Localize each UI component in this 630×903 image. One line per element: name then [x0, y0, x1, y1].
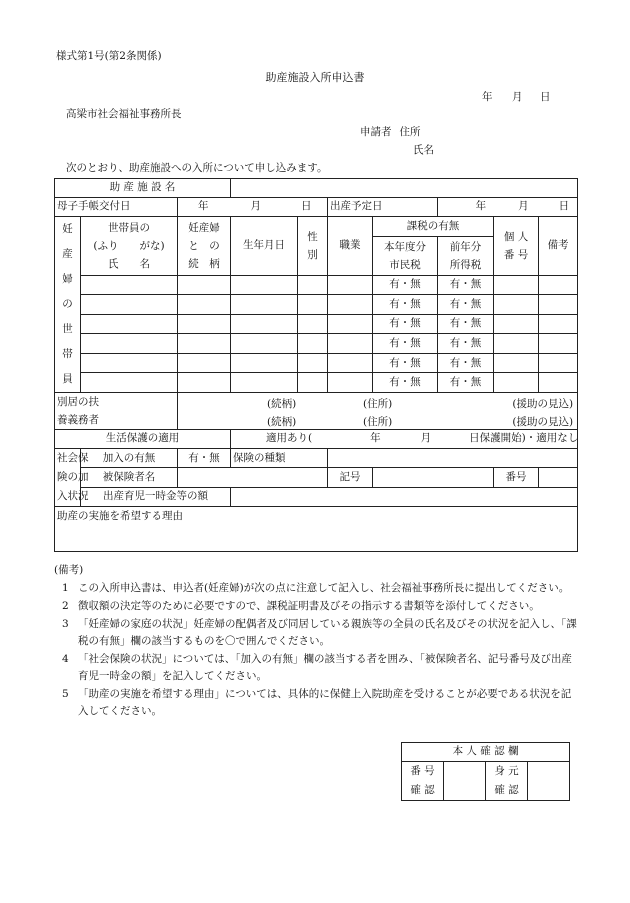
city-tax-choice[interactable]: 有・無 — [373, 314, 438, 334]
member-number-cell[interactable] — [494, 314, 539, 334]
col-member-line1: 世帯員の — [108, 221, 150, 234]
address-label: 住所 — [399, 126, 421, 138]
table-row — [55, 314, 578, 334]
col-tax-city — [373, 236, 438, 275]
separate-dependent-label — [55, 393, 178, 430]
col-tax-city-line1: 本年度分 — [384, 240, 427, 253]
confirm-title: 本 人 確 認 欄 — [402, 743, 570, 762]
number-check-line1: 番 号 — [410, 765, 435, 777]
household-label-text: 妊産婦の世帯員 — [62, 223, 73, 385]
member-number-cell[interactable] — [494, 373, 539, 393]
separate-line1: 別居の扶 — [57, 396, 99, 408]
member-sex-cell[interactable] — [298, 334, 328, 354]
date-month-label: 月 — [512, 91, 523, 103]
col-relation — [178, 217, 231, 276]
insurance-joined-label: 加入の有無 — [81, 449, 178, 468]
ins-line1: 社会保 — [57, 452, 89, 464]
member-name-cell[interactable] — [81, 353, 178, 373]
due-year: 年 — [475, 200, 487, 213]
col-relation-line2: と の — [188, 239, 220, 252]
col-relation-line3: 続 柄 — [188, 257, 220, 270]
member-relation-cell[interactable] — [178, 314, 231, 334]
col-mynumber-line2: 番 号 — [503, 248, 529, 261]
identity-confirmation-box — [401, 742, 570, 801]
insurance-section-label — [55, 449, 89, 507]
applicant-label: 申請者 — [360, 126, 392, 138]
form-number: 様式第1号(第2条関係) — [56, 50, 162, 62]
handbook-month: 月 — [250, 200, 261, 213]
insurance-number-label: 番号 — [494, 468, 539, 487]
insurance-symbol-label: 記号 — [328, 468, 373, 487]
note-text: 「妊産婦の家庭の状況」妊産婦の配偶者及び同居している親族等の全員の氏名及びその状況を記入し、「課税の有無」欄の該当するものを〇で囲んでください。 — [78, 618, 577, 647]
due-month: 月 — [518, 200, 529, 213]
col-birthdate: 生年月日 — [231, 217, 298, 276]
col-relation-line1: 妊産婦 — [188, 221, 220, 234]
member-birthdate-cell[interactable] — [231, 295, 298, 315]
col-remarks: 備考 — [539, 217, 578, 276]
handbook-day: 日 — [301, 200, 312, 213]
note-number: 2 — [62, 600, 69, 612]
separate-row-2 — [180, 411, 575, 429]
col-sex-line1: 性 — [307, 230, 318, 243]
household-section-label — [55, 217, 81, 393]
date-year-label: 年 — [482, 91, 493, 103]
ins-line2: 険の加 — [57, 471, 89, 483]
income-tax-choice[interactable]: 有・無 — [438, 314, 494, 334]
identity-check-line2: 確 認 — [494, 784, 519, 796]
insurance-symbol-field[interactable] — [373, 468, 494, 487]
member-name-cell[interactable] — [81, 334, 178, 354]
member-job-cell[interactable] — [328, 275, 373, 295]
city-tax-choice[interactable]: 有・無 — [373, 295, 438, 315]
member-number-cell[interactable] — [494, 275, 539, 295]
note-item — [54, 651, 578, 685]
member-sex-cell[interactable] — [298, 275, 328, 295]
income-tax-choice[interactable]: 有・無 — [438, 275, 494, 295]
intro-text: 次のとおり、助産施設への入所について申し込みます。 — [66, 162, 328, 174]
member-sex-cell[interactable] — [298, 295, 328, 315]
handbook-date-field[interactable] — [178, 198, 328, 217]
income-tax-choice[interactable]: 有・無 — [438, 373, 494, 393]
application-date — [482, 91, 551, 104]
table-row — [55, 353, 578, 373]
notes-header: (備考) — [54, 564, 84, 576]
member-remarks-cell[interactable] — [539, 295, 578, 315]
note-item — [54, 686, 578, 720]
member-remarks-cell[interactable] — [539, 275, 578, 295]
member-birthdate-cell[interactable] — [231, 353, 298, 373]
member-number-cell[interactable] — [494, 295, 539, 315]
separate-line2: 養義務者 — [57, 414, 99, 426]
table-row — [55, 373, 578, 393]
member-remarks-cell[interactable] — [539, 353, 578, 373]
support-paren: (援助の見込) — [512, 398, 574, 410]
number-check-field[interactable] — [444, 762, 486, 801]
note-number: 3 — [62, 618, 69, 630]
member-number-cell[interactable] — [494, 334, 539, 354]
member-job-cell[interactable] — [328, 334, 373, 354]
handbook-year: 年 — [198, 200, 209, 213]
member-name-cell[interactable] — [81, 295, 178, 315]
application-form-table — [54, 178, 578, 552]
insured-name-field[interactable] — [178, 468, 328, 487]
income-tax-choice[interactable]: 有・無 — [438, 353, 494, 373]
applicant-address — [360, 126, 421, 139]
lump-sum-label: 出産育児一時金等の額 — [81, 487, 231, 506]
member-sex-cell[interactable] — [298, 314, 328, 334]
address-paren: (住所) — [363, 416, 393, 428]
insurance-number-field[interactable] — [539, 468, 578, 487]
member-relation-cell[interactable] — [178, 295, 231, 315]
due-date-label: 出産予定日 — [328, 198, 438, 217]
member-relation-cell[interactable] — [178, 275, 231, 295]
note-number: 5 — [62, 688, 69, 700]
support-paren: (援助の見込) — [512, 416, 574, 428]
table-row — [55, 334, 578, 354]
member-name-cell[interactable] — [81, 275, 178, 295]
col-member-line2: (ふり がな) — [93, 239, 165, 252]
note-text: 徴収額の決定等のために必要ですので、課税証明書及びその指示する書類等を添付してください。 — [78, 600, 540, 612]
note-text: 「助産の実施を希望する理由」については、具体的に保健上入院助産を受けることが必要である状況を記入してください。 — [78, 688, 572, 717]
note-number: 1 — [62, 582, 69, 594]
welfare-year: 年 — [370, 432, 381, 445]
identity-check-label — [486, 762, 528, 801]
facility-name-field[interactable] — [231, 179, 578, 198]
city-tax-choice[interactable]: 有・無 — [373, 334, 438, 354]
facility-name-label: 助 産 施 設 名 — [55, 179, 231, 198]
due-date-field[interactable] — [438, 198, 578, 217]
ins-line3: 入状況 — [57, 490, 89, 502]
handbook-date-label: 母子手帳交付日 — [55, 198, 178, 217]
insurance-type-field[interactable] — [328, 449, 578, 468]
col-mynumber — [494, 217, 539, 276]
insurance-joined-choice[interactable]: 有・無 — [178, 449, 231, 468]
member-relation-cell[interactable] — [178, 353, 231, 373]
member-birthdate-cell[interactable] — [231, 314, 298, 334]
reason-label: 助産の実施を希望する理由 — [57, 510, 183, 522]
col-tax-city-line2: 市民税 — [389, 258, 421, 271]
welfare-applied[interactable]: 適用あり( — [266, 432, 313, 445]
member-sex-cell[interactable] — [298, 353, 328, 373]
addressee: 高梁市社会福祉事務所長 — [66, 108, 182, 120]
member-job-cell[interactable] — [328, 353, 373, 373]
note-text: この入所申込書は、申込者(妊産婦)が次の点に注意して記入し、社会福祉事務所長に提出してください。 — [78, 582, 570, 594]
applicant-name: 氏名 — [413, 144, 434, 156]
welfare-month: 月 — [420, 432, 432, 445]
col-tax-income-line1: 前年分 — [449, 240, 482, 253]
member-birthdate-cell[interactable] — [231, 275, 298, 295]
member-job-cell[interactable] — [328, 314, 373, 334]
date-day-label: 日 — [540, 91, 551, 103]
due-day: 日 — [558, 200, 570, 213]
relation-paren: (続柄) — [267, 398, 297, 410]
col-tax-income — [438, 236, 494, 275]
member-sex-cell[interactable] — [298, 373, 328, 393]
member-remarks-cell[interactable] — [539, 334, 578, 354]
col-sex — [298, 217, 328, 276]
note-text: 「社会保険の状況」については、「加入の有無」欄の該当する者を囲み、「被保険者名、記号番号及び出産育児一時金の額」を記入してください。 — [78, 653, 572, 682]
member-remarks-cell[interactable] — [539, 373, 578, 393]
reason-field[interactable] — [55, 507, 578, 552]
col-sex-line2: 別 — [307, 248, 318, 261]
separate-row-1 — [180, 393, 575, 411]
city-tax-choice[interactable]: 有・無 — [373, 353, 438, 373]
separate-dependent-field[interactable] — [178, 393, 578, 430]
identity-check-line1: 身 元 — [494, 765, 519, 777]
table-row — [55, 295, 578, 315]
member-remarks-cell[interactable] — [539, 314, 578, 334]
member-number-cell[interactable] — [494, 353, 539, 373]
member-birthdate-cell[interactable] — [231, 373, 298, 393]
city-tax-choice[interactable]: 有・無 — [373, 373, 438, 393]
welfare-field[interactable] — [231, 430, 578, 449]
relation-paren: (続柄) — [267, 416, 297, 428]
col-job: 職業 — [328, 217, 373, 276]
insured-name-label: 被保険者名 — [81, 468, 178, 487]
col-member-name — [81, 217, 178, 276]
note-item — [54, 598, 578, 615]
identity-check-field[interactable] — [528, 762, 570, 801]
col-mynumber-line1: 個 人 — [503, 230, 529, 243]
member-name-cell[interactable] — [81, 314, 178, 334]
city-tax-choice[interactable]: 有・無 — [373, 275, 438, 295]
member-job-cell[interactable] — [328, 373, 373, 393]
insurance-type-label: 保険の種類 — [231, 449, 328, 468]
number-check-label — [402, 762, 444, 801]
member-birthdate-cell[interactable] — [231, 334, 298, 354]
welfare-label: 生活保護の適用 — [55, 430, 231, 449]
note-item — [54, 580, 578, 597]
page-title: 助産施設入所申込書 — [265, 71, 365, 84]
member-relation-cell[interactable] — [178, 373, 231, 393]
note-number: 4 — [62, 653, 69, 665]
welfare-not-applied[interactable]: 日保護開始)・適用なし — [469, 432, 579, 445]
col-tax-income-line2: 所得税 — [449, 258, 482, 271]
member-relation-cell[interactable] — [178, 334, 231, 354]
note-item — [54, 616, 578, 650]
income-tax-choice[interactable]: 有・無 — [438, 295, 494, 315]
col-tax: 課税の有無 — [373, 217, 494, 237]
address-paren: (住所) — [363, 398, 393, 410]
col-member-line3: 氏 名 — [108, 257, 150, 270]
member-name-cell[interactable] — [81, 373, 178, 393]
lump-sum-field[interactable] — [231, 487, 578, 506]
member-job-cell[interactable] — [328, 295, 373, 315]
income-tax-choice[interactable]: 有・無 — [438, 334, 494, 354]
notes-section — [54, 562, 578, 720]
number-check-line2: 確 認 — [410, 784, 435, 796]
table-row — [55, 275, 578, 295]
